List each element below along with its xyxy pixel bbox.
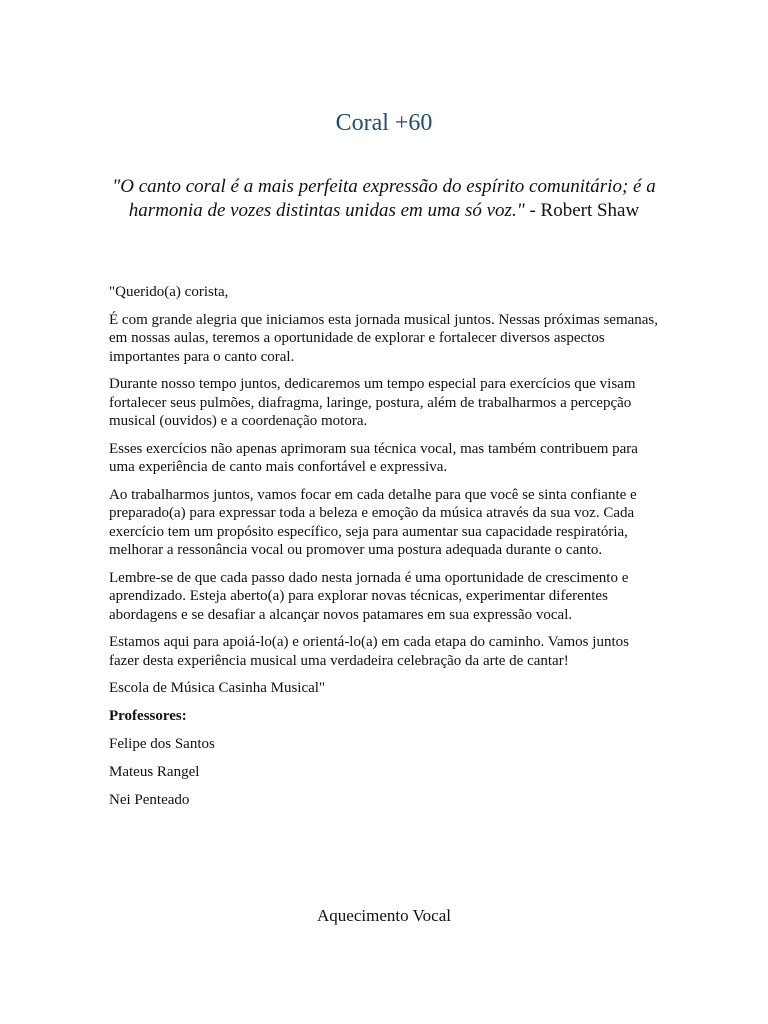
teachers-heading: Professores: bbox=[109, 707, 187, 724]
page-footer: Aquecimento Vocal bbox=[317, 906, 451, 925]
letter-paragraph: Lembre-se de que cada passo dado nesta jornada é uma oportunidade de crescimento e aprendizado. Esteja aberto(a) para explorar novas técnicas, experimentar diferentes abordagens e se desafiar a alcançar novos patamares em sua expressão vocal. bbox=[109, 569, 629, 623]
epigraph-quote bbox=[108, 175, 660, 223]
letter-paragraph: Durante nosso tempo juntos, dedicaremos um tempo especial para exercícios que visam fortalecer seus pulmões, diafragma, laringe, postura, além de trabalharmos a percepção musical (ouvidos) e a coordenação motora. bbox=[109, 376, 636, 429]
letter-signature: Escola de Música Casinha Musical" bbox=[109, 680, 326, 696]
letter-paragraph: Ao trabalharmos juntos, vamos focar em cada detalhe para que você se sinta confiante e preparado(a) para expressar toda a beleza e emoção da música através da sua voz. Cada exercício tem um propósito específico, seja para aumentar sua capacidade respiratória, melhorar a ressonância vocal ou promover uma postura adequada durante o canto. bbox=[109, 486, 637, 558]
letter-paragraph: Esses exercícios não apenas aprimoram sua técnica vocal, mas também contribuem para uma experiência de canto mais confortável e expressiva. bbox=[109, 440, 638, 475]
teacher-name: Mateus Rangel bbox=[109, 763, 200, 780]
teachers-list bbox=[109, 707, 661, 810]
letter-greeting: "Querido(a) corista, bbox=[109, 284, 229, 300]
teacher-name: Nei Penteado bbox=[109, 791, 190, 808]
letter-paragraph: Estamos aqui para apoiá-lo(a) e orientá-lo(a) em cada etapa do caminho. Vamos juntos fazer desta experiência musical uma verdadeira celebração da arte de cantar! bbox=[109, 634, 629, 669]
letter-body bbox=[109, 283, 661, 819]
teacher-name: Felipe dos Santos bbox=[109, 735, 215, 752]
document-title: Coral +60 bbox=[335, 110, 433, 136]
quote-author: - Robert Shaw bbox=[524, 200, 640, 221]
quote-text: "O canto coral é a mais perfeita expressão do espírito comunitário; é a harmonia de vozes distintas unidas em uma só voz." bbox=[112, 176, 656, 221]
letter-paragraph: É com grande alegria que iniciamos esta jornada musical juntos. Nessas próximas semanas, em nossas aulas, teremos a oportunidade de explorar e fortalecer diversos aspectos importantes para o canto coral. bbox=[109, 311, 659, 365]
